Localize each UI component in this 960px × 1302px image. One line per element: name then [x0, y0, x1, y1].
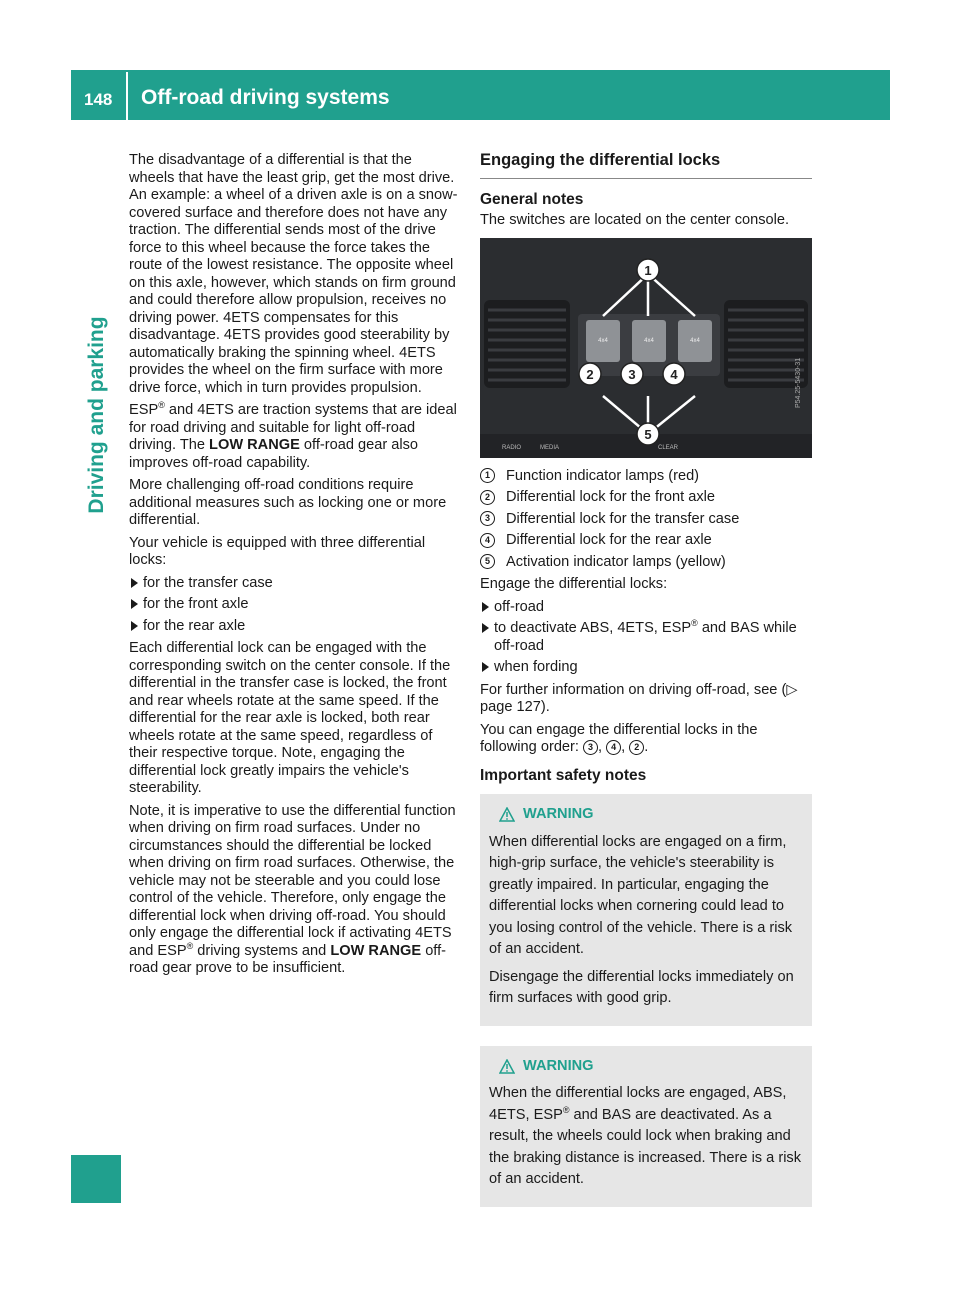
bottom-label: MEDIA: [540, 444, 560, 451]
callout-2: 2: [586, 366, 594, 382]
subheading-general-notes: General notes: [480, 190, 584, 208]
paragraph: More challenging off-road conditions require additional measures such as locking one or more differential.: [129, 477, 447, 528]
callout-number-icon: 2: [629, 740, 644, 755]
right-column: [480, 152, 812, 1227]
legend-item: 4 Differential lock for the rear axle: [480, 532, 812, 550]
engage-conditions-list: [480, 599, 812, 677]
button-label: 4x4: [644, 337, 654, 344]
subheading-safety-notes: Important safety notes: [480, 766, 647, 784]
list-item: for the front axle: [129, 596, 460, 614]
legend-item: 3 Differential lock for the transfer case: [480, 511, 812, 529]
list-item: for the transfer case: [129, 575, 460, 593]
callout-number-icon: 2: [480, 490, 495, 505]
side-section-text: Driving and parking: [85, 316, 108, 514]
callout-number-icon: 3: [480, 511, 495, 526]
legend-item: 2 Differential lock for the front axle: [480, 489, 812, 507]
console-illustration: [480, 238, 812, 458]
button-label: 4x4: [598, 337, 608, 344]
paragraph: Note, it is imperative to use the differential function when driving on firm road surfaces. Under no circumstances should the differential be locked when driving on firm road surfaces. Otherwise, the vehicle may not be steerable and you could lose control of the vehicle. Therefore, only engage the differential lock when driving off-road. You should only engage the differential lock if activating 4ETS and ESP® driving systems and LOW RANGE off-road gear prove to be insufficient.: [129, 802, 456, 976]
list-item: when fording: [480, 659, 812, 677]
callout-number-icon: 5: [480, 554, 495, 569]
callout-4: 4: [670, 366, 678, 382]
callout-5: 5: [644, 426, 652, 442]
callout-number-icon: 1: [480, 468, 495, 483]
paragraph: Your vehicle is equipped with three differential locks:: [129, 534, 426, 568]
paragraph: Engage the differential locks:: [480, 576, 668, 592]
warning-text: Disengage the differential locks immediately on firm surfaces with good grip.: [489, 968, 794, 1006]
side-tab-marker: [71, 1155, 121, 1203]
warning-text: When the differential locks are engaged, ABS, 4ETS, ESP® and BAS are deactivated. As a result, the wheels could lock when braking and the braking distance is increased. There is a risk of an accident.: [489, 1085, 802, 1187]
page-number: 148: [84, 90, 113, 109]
photo-legend: [480, 468, 812, 572]
paragraph: Each differential lock can be engaged with the corresponding switch on the center console. If the differential in the transfer case is locked, the front and rear wheels rotate at the same speed. If the differential for the rear axle is locked, both rear wheels rotate at the same speed, regardless of their respective torque. Note, engaging the differential lock greatly impairs the vehicle's steerability.: [129, 640, 451, 796]
bottom-label: CLEAR: [658, 444, 679, 451]
warning-box: [480, 1046, 812, 1207]
warning-triangle-icon: [499, 807, 515, 822]
warning-title: WARNING: [523, 1057, 594, 1074]
legend-item: 1 Function indicator lamps (red): [480, 468, 812, 486]
list-item: for the rear axle: [129, 618, 460, 636]
callout-number-icon: 3: [583, 740, 598, 755]
left-vent-illustration: [484, 300, 570, 388]
button-label: 4x4: [690, 337, 700, 344]
callout-3: 3: [628, 366, 636, 382]
differential-lock-list: [129, 575, 460, 636]
warning-title: WARNING: [523, 806, 594, 822]
legend-item: 5 Activation indicator lamps (yellow): [480, 554, 812, 572]
bottom-label: RADIO: [502, 444, 522, 451]
page-reference[interactable]: For further information on driving off-road, see (▷ page 127).: [480, 681, 798, 715]
warning-triangle-icon: [499, 1059, 515, 1074]
callout-1: 1: [644, 262, 652, 278]
section-heading: Engaging the differential locks: [480, 152, 812, 179]
warning-box: [480, 794, 812, 1026]
callout-number-icon: 4: [606, 740, 621, 755]
center-console-photo: [480, 238, 812, 458]
warning-text: When differential locks are engaged on a firm, high-grip surface, the vehicle's steerability is greatly impaired. In particular, engaging the differential locks when cornering could lead to you losing control of the vehicle. There is a risk of an accident.: [489, 833, 793, 957]
callout-number-icon: 4: [480, 533, 495, 548]
paragraph: The disadvantage of a differential is that the wheels that have the least grip, get the most drive. An example: a wheel of a driven axle is on a snow-covered surface and therefore does not have any traction. The differential sends most of the drive force to this wheel because the force takes the route of the lowest resistance. The opposite wheel on this axle, however, which stands on firm ground and could therefore allow propulsion, receives no driving power. 4ETS compensates for this disadvantage. 4ETS provides good steerability by automatically braking the spinning wheel. 4ETS provides the wheel on the firm surface with more drive force, which in turn provides propulsion.: [129, 152, 458, 396]
paragraph: You can engage the differential locks in the following order: 3 , 4 , 2 .: [480, 721, 758, 755]
paragraph: ESP® and 4ETS are traction systems that are ideal for road driving and suitable for light off-road driving. The LOW RANGE off-road gear also improves off-road capability.: [129, 400, 457, 471]
left-column: [129, 152, 460, 983]
photo-code: P54.25-5430-31: [795, 357, 802, 408]
list-item: off-road: [480, 599, 812, 617]
list-item: to deactivate ABS, 4ETS, ESP® and BAS while off-road: [480, 620, 812, 655]
chapter-title: Off-road driving systems: [141, 86, 390, 109]
header-divider: [126, 72, 128, 120]
paragraph: The switches are located on the center console.: [480, 212, 790, 228]
side-section-label: [82, 270, 112, 560]
